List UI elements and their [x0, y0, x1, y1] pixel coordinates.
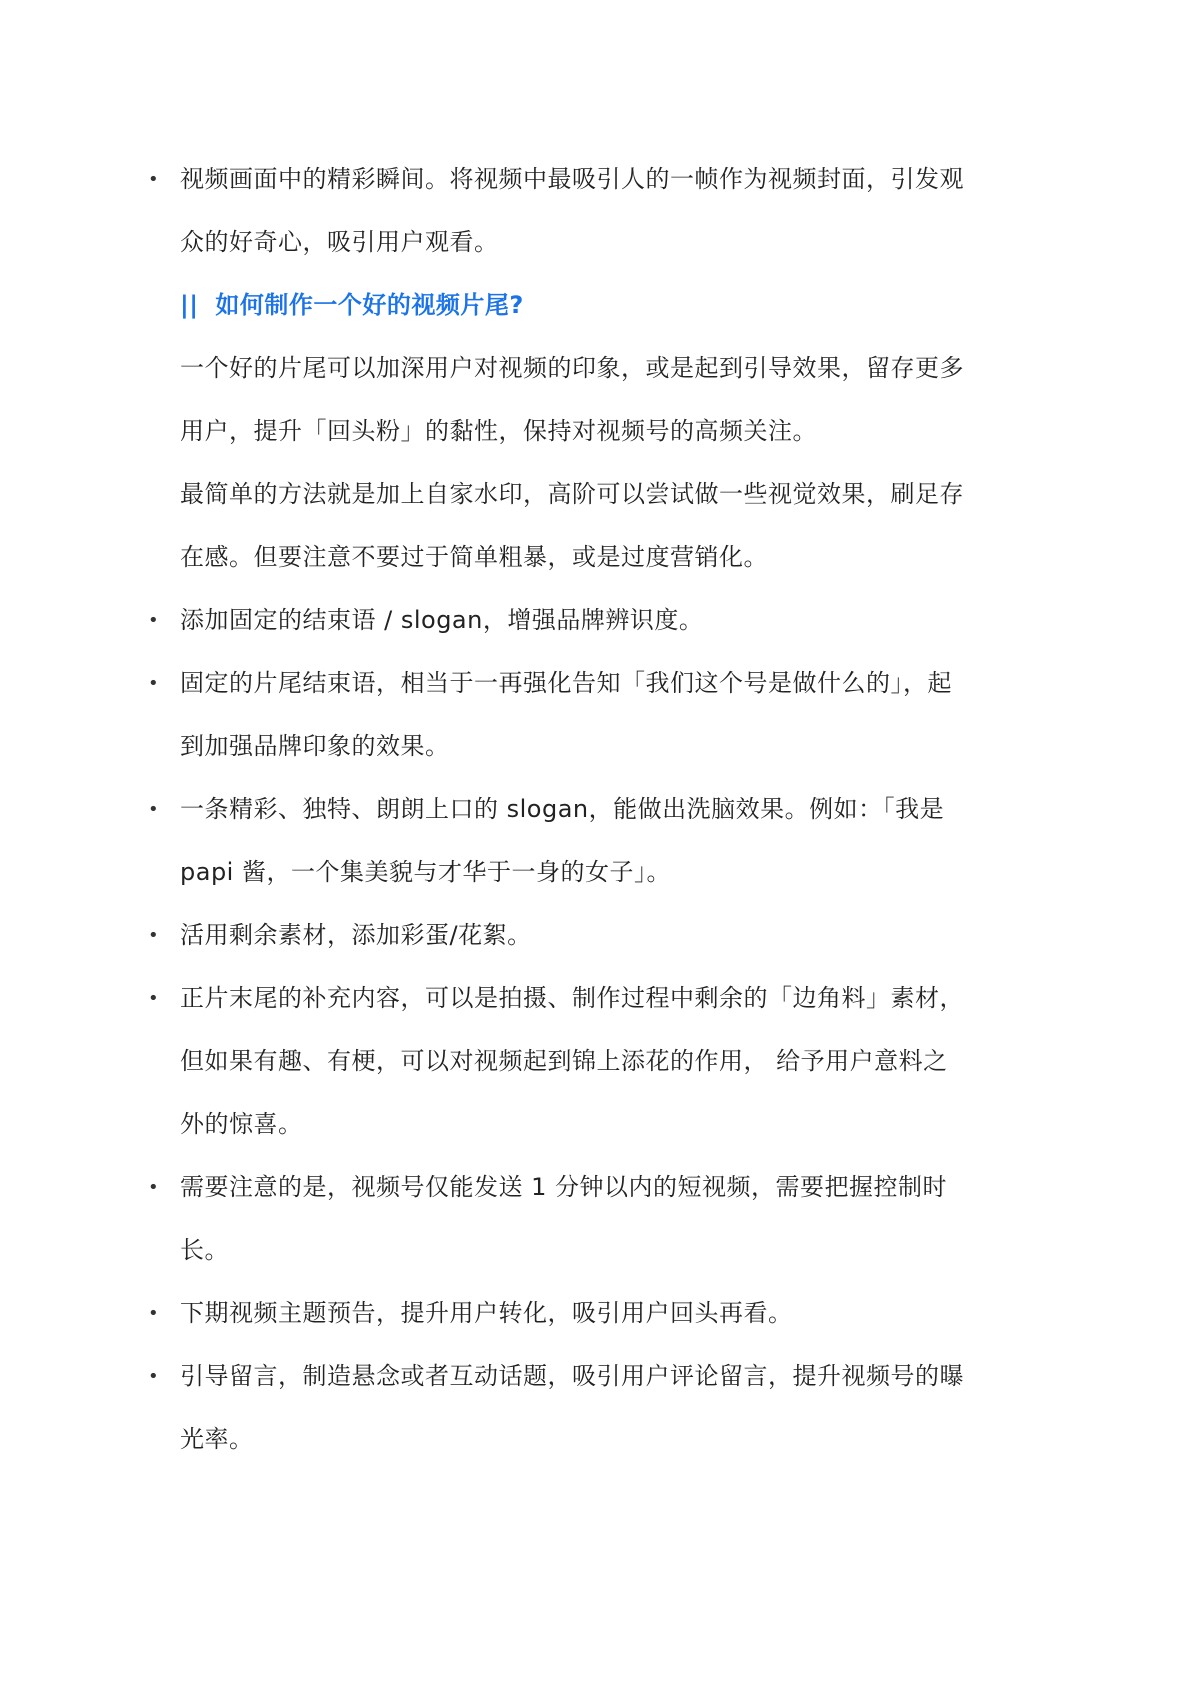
line-text: 众的好奇心，吸引用户观看。 [180, 228, 499, 256]
text-line [180, 463, 1020, 526]
line-text: 正片末尾的补充内容，可以是拍摄、制作过程中剩余的「边角料」素材， [180, 984, 964, 1012]
text-line [180, 1030, 1020, 1093]
bullet-icon: • [148, 988, 160, 1009]
document-body [148, 148, 1020, 1471]
text-line [148, 1345, 1020, 1408]
line-text: 一个好的片尾可以加深用户对视频的印象，或是起到引导效果，留存更多 [180, 354, 964, 382]
line-text: papi 酱，一个集美貌与才华于一身的女子」。 [180, 858, 671, 886]
text-line [148, 148, 1020, 211]
heading-bar: || [180, 291, 199, 319]
line-text: 到加强品牌印象的效果。 [180, 732, 450, 760]
bullet-icon: • [148, 1303, 160, 1324]
heading-text: 如何制作一个好的视频片尾? [215, 291, 524, 319]
line-text: 视频画面中的精彩瞬间。将视频中最吸引人的一帧作为视频封面，引发观 [180, 165, 964, 193]
line-text: 但如果有趣、有梗，可以对视频起到锦上添花的作用， 给予用户意料之 [180, 1047, 948, 1075]
text-line [180, 841, 1020, 904]
bullet-icon: • [148, 1366, 160, 1387]
line-text: 需要注意的是，视频号仅能发送 1 分钟以内的短视频，需要把握控制时 [180, 1173, 948, 1201]
text-line [180, 337, 1020, 400]
line-text: 在感。但要注意不要过于简单粗暴，或是过度营销化。 [180, 543, 768, 571]
text-line [180, 1408, 1020, 1471]
text-line [180, 715, 1020, 778]
text-line [180, 526, 1020, 589]
line-text: 最简单的方法就是加上自家水印，高阶可以尝试做一些视觉效果，刷足存 [180, 480, 964, 508]
text-line [148, 589, 1020, 652]
text-line [148, 1282, 1020, 1345]
line-text: 活用剩余素材，添加彩蛋/花絮。 [180, 921, 532, 949]
bullet-icon: • [148, 610, 160, 631]
text-line [180, 1093, 1020, 1156]
text-line [148, 652, 1020, 715]
line-text: 长。 [180, 1236, 229, 1264]
text-line [180, 211, 1020, 274]
text-line [148, 967, 1020, 1030]
line-text: 固定的片尾结束语，相当于一再强化告知「我们这个号是做什么的」，起 [180, 669, 952, 697]
text-line [148, 1156, 1020, 1219]
line-text: 添加固定的结束语 / slogan，增强品牌辨识度。 [180, 606, 704, 634]
bullet-icon: • [148, 673, 160, 694]
bullet-icon: • [148, 1177, 160, 1198]
line-text: 一条精彩、独特、朗朗上口的 slogan，能做出洗脑效果。例如：「我是 [180, 795, 945, 823]
line-text: 光率。 [180, 1425, 254, 1453]
text-line [148, 904, 1020, 967]
bullet-icon: • [148, 799, 160, 820]
bullet-icon: • [148, 169, 160, 190]
line-text: 下期视频主题预告，提升用户转化，吸引用户回头再看。 [180, 1299, 793, 1327]
section-heading [180, 274, 1020, 337]
line-text: 引导留言，制造悬念或者互动话题，吸引用户评论留言，提升视频号的曝 [180, 1362, 964, 1390]
bullet-icon: • [148, 925, 160, 946]
line-text: 外的惊喜。 [180, 1110, 303, 1138]
text-line [180, 400, 1020, 463]
text-line [148, 778, 1020, 841]
text-line [180, 1219, 1020, 1282]
line-text: 用户，提升「回头粉」的黏性，保持对视频号的高频关注。 [180, 417, 817, 445]
